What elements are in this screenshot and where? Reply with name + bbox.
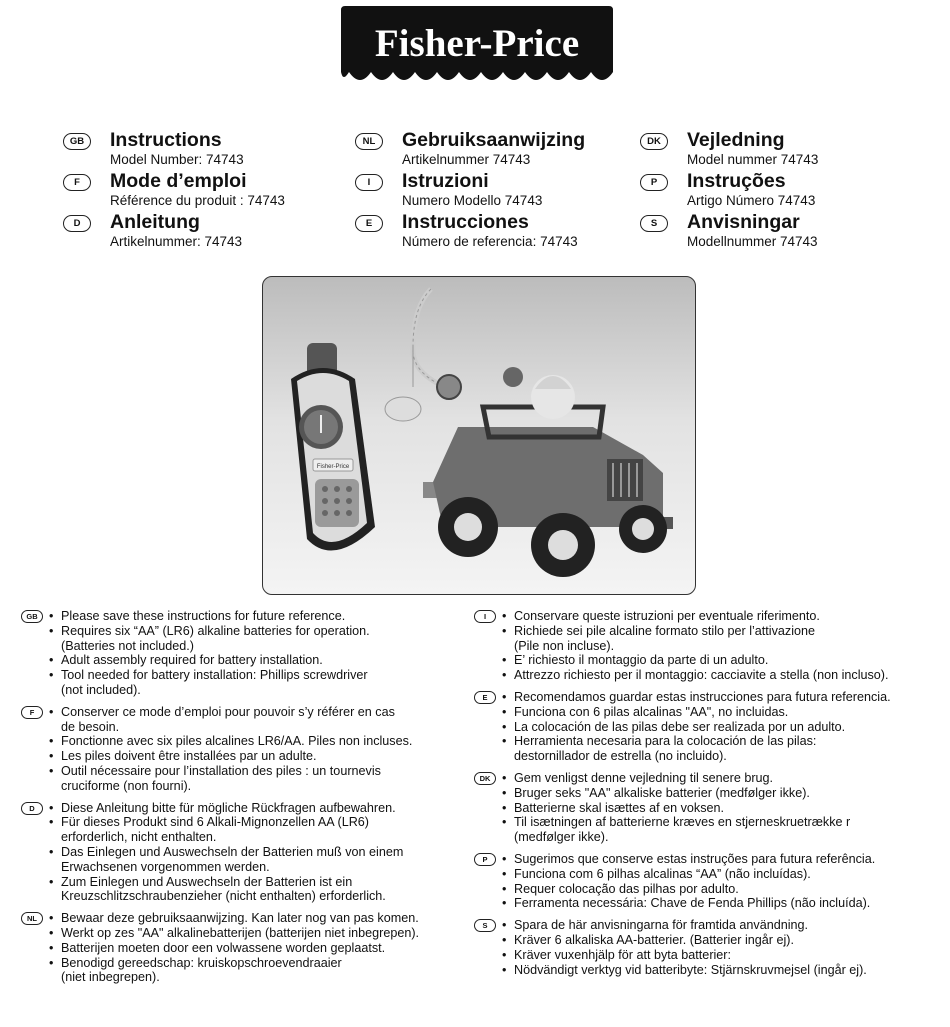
instruction-bullet: • Zum Einlegen und Auswechseln der Batterien ist ein Kreuzschlitzschraubenzieher (nicht enthalten) erforderlich. (61, 875, 451, 905)
heading-title: Vejledning (687, 129, 785, 151)
model-number: Model nummer 74743 (687, 152, 819, 167)
instruction-bullet: • Ferramenta necessária: Chave de Fenda Phillips (não incluída). (514, 896, 934, 911)
language-code-badge: NL (21, 912, 43, 925)
heading-title: Anvisningar (687, 211, 800, 233)
instruction-bullet: • Herramienta necesaria para la colocación de las pilas: destornillador de estrella (no incluido). (514, 734, 934, 764)
instruction-bullet: • Kräver vuxenhjälp för att byta batterier: (514, 948, 934, 963)
instruction-bullet: • Recomendamos guardar estas instrucciones para futura referencia. (514, 690, 934, 705)
language-section (474, 771, 934, 845)
model-number: Numero Modello 74743 (402, 193, 543, 208)
model-number: Artikelnummer: 74743 (110, 234, 243, 249)
language-code-badge: F (63, 174, 91, 191)
heading-title: Instruções (687, 170, 786, 192)
instruction-bullet: • Attrezzo richiesto per il montaggio: cacciavite a stella (non incluso). (514, 668, 934, 683)
instruction-bullet: • E’ richiesto il montaggio da parte di un adulto. (514, 653, 934, 668)
model-number: Número de referencia: 74743 (402, 234, 578, 249)
title-column (355, 128, 615, 251)
language-section (474, 690, 934, 764)
instruction-bullet: • Funciona con 6 pilas alcalinas "AA", no incluidas. (514, 705, 934, 720)
heading-title: Instrucciones (402, 211, 529, 233)
instruction-bullet: • Tool needed for battery installation: Phillips screwdriver (not included). (61, 668, 451, 698)
instruction-bullet: • Nödvändigt verktyg vid batteribyte: Stjärnskruvmejsel (ingår ej). (514, 963, 934, 978)
instruction-bullet: • Til isætningen af batterierne kræves en stjerneskruetrække r (medfølger ikke). (514, 815, 934, 845)
language-code-badge: S (474, 919, 496, 932)
language-code-badge: I (474, 610, 496, 623)
instruction-bullet: • Batterierne skal isættes af en voksen. (514, 801, 934, 816)
product-photo (262, 276, 696, 595)
instruction-bullet: • Kräver 6 alkaliska AA-batterier. (Batterier ingår ej). (514, 933, 934, 948)
language-section (21, 801, 451, 905)
language-code-badge: S (640, 215, 668, 232)
language-code-badge: NL (355, 133, 383, 150)
language-code-badge: DK (640, 133, 668, 150)
instruction-bullet: • Spara de här anvisningarna för framtida användning. (514, 918, 934, 933)
language-heading (63, 128, 323, 169)
instruction-bullet: • Requer colocação das pilhas por adulto. (514, 882, 934, 897)
heading-title: Istruzioni (402, 170, 489, 192)
instruction-bullet: • Outil nécessaire pour l’installation des piles : un tournevis cruciforme (non fourni). (61, 764, 451, 794)
language-heading (63, 169, 323, 210)
language-code-badge: GB (63, 133, 91, 150)
language-section (21, 705, 451, 794)
language-code-badge: P (640, 174, 668, 191)
instruction-bullet: • Sugerimos que conserve estas instruções para futura referência. (514, 852, 934, 867)
heading-title: Mode d’emploi (110, 170, 247, 192)
instruction-bullet: • Conserver ce mode d’emploi pour pouvoir s’y référer en cas de besoin. (61, 705, 451, 735)
language-code-badge: P (474, 853, 496, 866)
language-code-badge: D (63, 215, 91, 232)
brand-name: Fisher-Price (374, 22, 580, 65)
instruction-bullet: • Les piles doivent être installées par un adulte. (61, 749, 451, 764)
remote-brand-label: Fisher-Price (316, 464, 350, 470)
model-number: Modellnummer 74743 (687, 234, 818, 249)
instruction-bullet: • Funciona com 6 pilhas alcalinas “AA” (não incluídas). (514, 867, 934, 882)
language-heading (355, 169, 615, 210)
logo-banner-shape (341, 6, 613, 90)
language-section (474, 852, 934, 911)
model-number: Référence du produit : 74743 (110, 193, 285, 208)
language-heading (63, 210, 323, 251)
instruction-bullet: • Für dieses Produkt sind 6 Alkali-Mignonzellen AA (LR6) erforderlich, nicht enthalten. (61, 815, 451, 845)
instruction-bullet: • Batterijen moeten door een volwassene worden geplaatst. (61, 941, 451, 956)
language-code-badge: E (355, 215, 383, 232)
instruction-bullet: • Bruger seks "AA" alkaliske batterier (medfølger ikke). (514, 786, 934, 801)
instructions-left-column (21, 609, 451, 992)
instruction-bullet: • Das Einlegen und Auswechseln der Batterien muß von einem Erwachsenen vorgenommen werden. (61, 845, 451, 875)
instruction-bullet: • Fonctionne avec six piles alcalines LR6/AA. Piles non incluses. (61, 734, 451, 749)
language-section (474, 609, 934, 683)
jeep-toy-illustration (385, 289, 673, 577)
language-heading (640, 169, 900, 210)
language-code-badge: F (21, 706, 43, 719)
model-number: Artigo Número 74743 (687, 193, 816, 208)
instruction-bullet: • Gem venligst denne vejledning til senere brug. (514, 771, 934, 786)
instruction-bullet: • Richiede sei pile alcaline formato stilo per l’attivazione (Pile non incluse). (514, 624, 934, 654)
language-heading (355, 210, 615, 251)
language-heading (640, 210, 900, 251)
language-heading (355, 128, 615, 169)
instruction-bullet: • Diese Anleitung bitte für mögliche Rückfragen aufbewahren. (61, 801, 451, 816)
language-code-badge: I (355, 174, 383, 191)
instruction-bullet: • Conservare queste istruzioni per eventuale riferimento. (514, 609, 934, 624)
language-code-badge: D (21, 802, 43, 815)
language-code-badge: GB (21, 610, 43, 623)
instruction-bullet: • Adult assembly required for battery installation. (61, 653, 451, 668)
heading-title: Gebruiksaanwijzing (402, 129, 586, 151)
language-code-badge: E (474, 691, 496, 704)
remote-control-illustration (291, 343, 375, 551)
instruction-bullet: • Benodigd gereedschap: kruiskopschroevendraaier (niet inbegrepen). (61, 956, 451, 986)
instruction-bullet: • La colocación de las pilas debe ser realizada por un adulto. (514, 720, 934, 735)
instructions-right-column (474, 609, 934, 984)
brand-logo (341, 6, 613, 90)
model-number: Artikelnummer 74743 (402, 152, 531, 167)
instruction-bullet: • Please save these instructions for future reference. (61, 609, 451, 624)
language-code-badge: DK (474, 772, 496, 785)
heading-title: Instructions (110, 129, 222, 151)
title-column (63, 128, 323, 251)
title-column (640, 128, 900, 251)
language-section (21, 609, 451, 698)
instruction-bullet: • Werkt op zes "AA" alkalinebatterijen (batterijen niet inbegrepen). (61, 926, 451, 941)
model-number: Model Number: 74743 (110, 152, 244, 167)
language-section (474, 918, 934, 977)
instruction-bullet: • Requires six “AA” (LR6) alkaline batteries for operation. (Batteries not included.) (61, 624, 451, 654)
heading-title: Anleitung (110, 211, 200, 233)
instruction-bullet: • Bewaar deze gebruiksaanwijzing. Kan later nog van pas komen. (61, 911, 451, 926)
language-heading (640, 128, 900, 169)
language-section (21, 911, 451, 985)
